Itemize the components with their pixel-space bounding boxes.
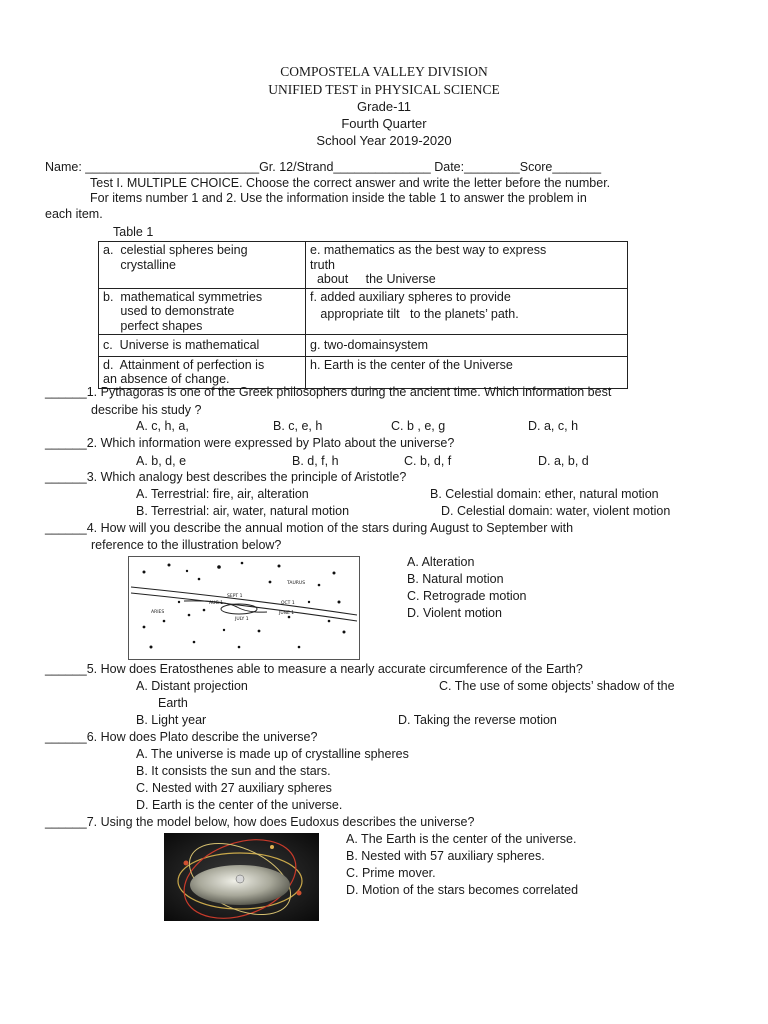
- table-cell: [99, 356, 306, 388]
- cell-line: b. mathematical symmetries: [103, 289, 263, 304]
- q2-option-d: D. a, b, d: [538, 454, 589, 468]
- instructions-line-2: For items number 1 and 2. Use the information inside the table 1 to answer the problem in: [90, 191, 587, 205]
- q7-option-d: D. Motion of the stars becomes correlated: [346, 883, 579, 897]
- table-cell: [99, 288, 306, 335]
- table-row: [99, 335, 628, 357]
- cell-line: c. Universe is mathematical: [103, 338, 260, 352]
- school-year-label: School Year 2019-2020: [316, 133, 452, 148]
- q1-option-a: A. c, h, a,: [136, 419, 189, 433]
- q7-option-c: C. Prime mover.: [346, 866, 436, 880]
- cell-line: about the Universe: [310, 272, 436, 286]
- q5-option-b: B. Light year: [136, 713, 207, 727]
- question-4: ______4. How will you describe the annual motion of the stars during August to September with: [45, 521, 574, 535]
- q4-option-a: A. Alteration: [407, 555, 475, 569]
- july1-label: JULY 1: [235, 617, 249, 622]
- cell-line: e. mathematics as the best way to express: [310, 243, 547, 257]
- table-cell: [306, 242, 628, 289]
- q4-option-b: B. Natural motion: [407, 572, 504, 586]
- q1-option-c: C. b , e, g: [391, 419, 446, 433]
- sept1-label: SEPT 1: [227, 594, 243, 599]
- cell-line: crystalline: [103, 257, 176, 272]
- cell-line: truth: [310, 257, 336, 272]
- table-caption: Table 1: [113, 225, 154, 239]
- q2-option-c: C. b, d, f: [404, 454, 452, 468]
- eudoxus-model-image: [164, 833, 319, 921]
- grade-label: Grade-11: [357, 99, 411, 114]
- cell-line: an absence of change.: [103, 372, 230, 386]
- q1-option-d: D. a, c, h: [528, 419, 579, 433]
- taurus-label: TAURUS: [287, 581, 306, 586]
- quarter-label: Fourth Quarter: [341, 116, 427, 131]
- cell-line: a. celestial spheres being: [103, 243, 248, 257]
- table-row: [99, 356, 628, 388]
- q4-option-c: C. Retrograde motion: [407, 589, 527, 603]
- question-5: ______5. How does Eratosthenes able to measure a nearly accurate circumference of the Earth?: [45, 662, 583, 676]
- cell-line: f. added auxiliary spheres to provide: [310, 289, 511, 304]
- table-row: [99, 242, 628, 289]
- q2-option-a: A. b, d, e: [136, 454, 187, 468]
- division-title: COMPOSTELA VALLEY DIVISION: [280, 64, 488, 79]
- oct1-label: OCT 1: [281, 601, 295, 606]
- instructions-line-1: Test I. MULTIPLE CHOICE. Choose the correct answer and write the letter before the number.: [90, 176, 611, 190]
- june1-label: JUNE 1: [279, 611, 295, 616]
- q3-option-b: B. Celestial domain: ether, natural motion: [430, 487, 659, 501]
- question-1-cont: describe his study ?: [91, 403, 202, 417]
- test-title: UNIFIED TEST in PHYSICAL SCIENCE: [268, 82, 500, 97]
- table-cell: [99, 335, 306, 357]
- cell-line: d. Attainment of perfection is: [103, 357, 265, 372]
- cell-line: perfect shapes: [103, 318, 203, 333]
- table-row: [99, 288, 628, 335]
- q7-option-a: A. The Earth is the center of the universe.: [346, 832, 577, 846]
- q5-option-d: D. Taking the reverse motion: [398, 713, 557, 727]
- question-3: ______3. Which analogy best describes the principle of Aristotle?: [45, 470, 407, 484]
- q6-option-a: A. The universe is made up of crystalline spheres: [136, 747, 409, 761]
- question-2: ______2. Which information were expressed by Plato about the universe?: [45, 436, 455, 450]
- q5-option-c-cont: Earth: [158, 696, 188, 710]
- table-cell: [306, 288, 628, 335]
- q6-option-b: B. It consists the sun and the stars.: [136, 764, 331, 778]
- cell-line: appropriate tilt to the planets’ path.: [310, 307, 519, 321]
- student-info-line: Name: _________________________Gr. 12/Strand______________ Date:________Score_______: [45, 160, 602, 174]
- q5-option-a: A. Distant projection: [136, 679, 248, 693]
- star-motion-illustration: [128, 556, 360, 660]
- q6-option-c: C. Nested with 27 auxiliary spheres: [136, 781, 332, 795]
- q6-option-d: D. Earth is the center of the universe.: [136, 798, 343, 812]
- table-cell: [306, 335, 628, 357]
- table-1: [98, 241, 628, 389]
- question-7: ______7. Using the model below, how does Eudoxus describes the universe?: [45, 815, 475, 829]
- question-4-cont: reference to the illustration below?: [91, 538, 282, 552]
- cell-line: h. Earth is the center of the Universe: [310, 357, 513, 372]
- star-chart-svg: [129, 557, 359, 659]
- q3-option-d: D. Celestial domain: water, violent motion: [441, 504, 671, 518]
- aries-label: ARIES: [151, 610, 165, 615]
- q2-option-b: B. d, f, h: [292, 454, 339, 468]
- eudoxus-model-svg: [164, 833, 319, 921]
- q1-option-b: B. c, e, h: [273, 419, 323, 433]
- question-6: ______6. How does Plato describe the universe?: [45, 730, 318, 744]
- table-cell: [306, 356, 628, 388]
- instructions-line-3: each item.: [45, 207, 103, 221]
- q3-option-a: A. Terrestrial: fire, air, alteration: [136, 487, 309, 501]
- aug1-label: AUG 1: [209, 601, 224, 606]
- cell-line: g. two-domainsystem: [310, 338, 429, 352]
- q4-option-d: D. Violent motion: [407, 606, 502, 620]
- question-1: ______1. Pythagoras is one of the Greek philosophers during the ancient time. Which information best: [45, 385, 612, 399]
- q7-option-b: B. Nested with 57 auxiliary spheres.: [346, 849, 545, 863]
- q3-option-c: B. Terrestrial: air, water, natural motion: [136, 504, 350, 518]
- cell-line: used to demonstrate: [103, 304, 235, 318]
- q5-option-c: C. The use of some objects’ shadow of the: [439, 679, 675, 693]
- table-cell: [99, 242, 306, 289]
